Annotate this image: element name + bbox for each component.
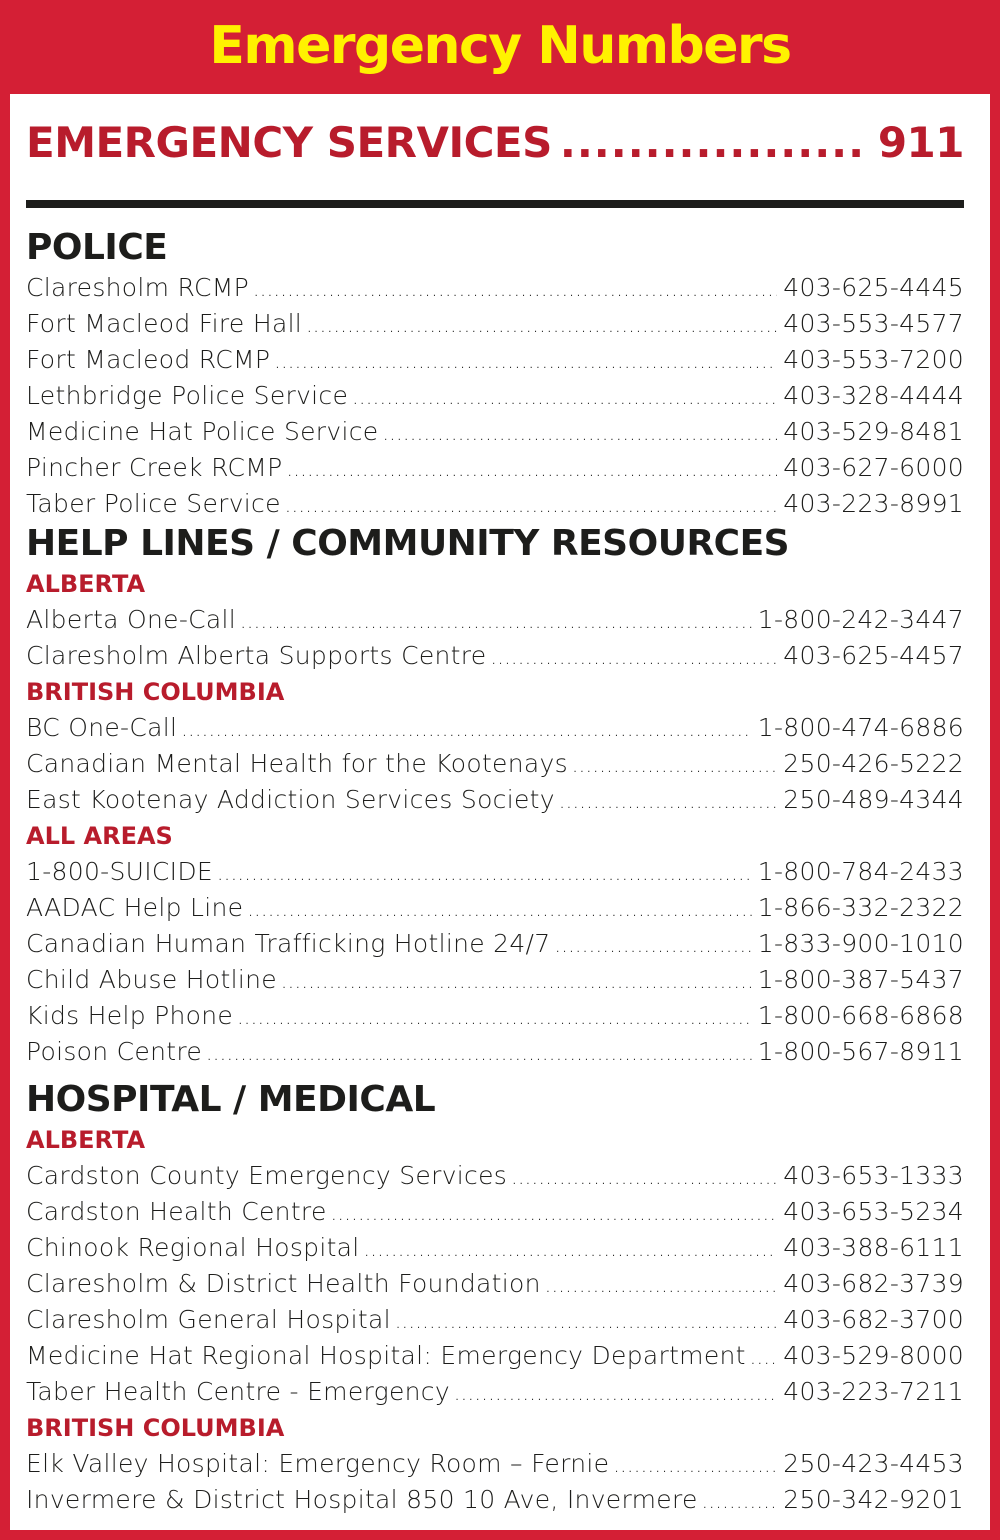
phone-number: 403-328-4444 [783,381,964,410]
leader-dots [247,891,751,927]
phone-number: 1-800-387-5437 [757,965,964,994]
list-item [26,926,964,962]
subheading-british-columbia: BRITISH COLUMBIA [26,678,285,706]
entry-name: Medicine Hat Police Service [26,417,379,446]
leader-dots [750,1339,778,1375]
list-item [26,1230,964,1266]
leader-dots [274,343,777,379]
phone-number: 403-529-8000 [783,1341,964,1370]
list-item [26,638,964,674]
leader-dots [285,487,778,523]
phone-number: 403-625-4445 [783,273,964,302]
entry-name: Chinook Regional Hospital [26,1233,360,1262]
phone-number: 1-833-900-1010 [757,929,964,958]
entry-name: Poison Centre [26,1037,203,1066]
entry-name: Fort Macleod RCMP [26,345,271,374]
leader-dots [490,639,777,675]
entry-name: Elk Valley Hospital: Emergency Room – Fernie [26,1449,610,1478]
subheading-british-columbia: BRITISH COLUMBIA [26,1414,285,1442]
leader-dots [217,855,752,891]
leader-dots [287,451,778,487]
phone-number: 403-388-6111 [783,1233,964,1262]
phone-number: 1-800-784-2433 [757,857,964,886]
list-item [26,486,964,522]
list-item [26,1034,964,1070]
list-item [26,414,964,450]
leader-dots [560,118,868,167]
help-alberta-list [26,602,964,674]
list-item [26,1482,964,1518]
emergency-services-line [26,118,964,194]
list-item [26,450,964,486]
subheading-alberta: ALBERTA [26,570,146,598]
entry-name: Canadian Mental Health for the Kootenays [26,749,568,778]
leader-dots [253,271,777,307]
leader-dots [237,999,752,1035]
entry-name: Lethbridge Police Service [26,381,349,410]
section-title-help-lines: HELP LINES / COMMUNITY RESOURCES [26,523,790,564]
section-title-police: POLICE [26,227,168,268]
leader-dots [331,1195,778,1231]
leader-dots [364,1231,778,1267]
leader-dots [702,1483,778,1519]
entry-name: AADAC Help Line [26,893,244,922]
list-item [26,998,964,1034]
list-item [26,378,964,414]
entry-name: Cardston County Emergency Services [26,1161,508,1190]
phone-number: 1-800-474-6886 [757,713,964,742]
phone-number: 250-342-9201 [783,1485,964,1514]
phone-number: 403-682-3739 [783,1269,964,1298]
subheading-all-areas: ALL AREAS [26,822,173,850]
entry-name: Claresholm Alberta Supports Centre [26,641,487,670]
entry-name: Taber Health Centre - Emergency [26,1377,450,1406]
phone-number: 250-489-4344 [783,785,964,814]
leader-dots [454,1375,777,1411]
list-item [26,1194,964,1230]
list-item [26,270,964,306]
phone-number: 1-800-242-3447 [757,605,964,634]
leader-dots [382,415,777,451]
subheading-alberta: ALBERTA [26,1126,146,1154]
phone-number: 250-423-4453 [783,1449,964,1478]
phone-number: 403-223-8991 [783,489,964,518]
entry-name: Claresholm & District Health Foundation [26,1269,541,1298]
leader-dots [181,711,752,747]
leader-dots [240,603,752,639]
entry-name: BC One-Call [26,713,178,742]
leader-dots [554,927,751,963]
list-item [26,854,964,890]
list-item [26,1446,964,1482]
list-item [26,746,964,782]
list-item [26,962,964,998]
entry-name: Kids Help Phone [26,1001,234,1030]
phone-number: 403-627-6000 [783,453,964,482]
entry-name: Medicine Hat Regional Hospital: Emergency Department [26,1341,746,1370]
phone-number: 403-653-1333 [783,1161,964,1190]
phone-number: 403-529-8481 [783,417,964,446]
phone-number: 403-223-7211 [783,1377,964,1406]
help-all-list [26,854,964,1070]
help-bc-list [26,710,964,818]
phone-number: 403-682-3700 [783,1305,964,1334]
emergency-services-number: 911 [877,118,964,167]
entry-name: East Kootenay Addiction Services Society [26,785,555,814]
entry-name: Alberta One-Call [26,605,237,634]
list-item [26,782,964,818]
phone-number: 403-553-7200 [783,345,964,374]
leader-dots [572,747,777,783]
list-item [26,890,964,926]
list-item [26,1158,964,1194]
list-item [26,306,964,342]
list-item [26,1266,964,1302]
entry-name: 1-800-SUICIDE [26,857,213,886]
entry-name: Taber Police Service [26,489,281,518]
leader-dots [613,1447,777,1483]
phone-number: 403-625-4457 [783,641,964,670]
list-item [26,710,964,746]
hospital-bc-list [26,1446,964,1518]
entry-name: Canadian Human Trafficking Hotline 24/7 [26,929,551,958]
leader-dots [281,963,752,999]
leader-dots [206,1035,752,1071]
entry-name: Claresholm RCMP [26,273,249,302]
leader-dots [545,1267,778,1303]
entry-name: Fort Macleod Fire Hall [26,309,303,338]
page-title: Emergency Numbers [209,16,791,76]
leader-dots [395,1303,777,1339]
entry-name: Claresholm General Hospital [26,1305,391,1334]
phone-number: 403-653-5234 [783,1197,964,1226]
leader-dots [511,1159,777,1195]
entry-name: Invermere & District Hospital 850 10 Ave, Invermere [26,1485,698,1514]
section-title-hospital: HOSPITAL / MEDICAL [26,1079,436,1120]
phone-number: 1-800-668-6868 [757,1001,964,1030]
phone-number: 1-800-567-8911 [757,1037,964,1066]
leader-dots [559,783,777,819]
emergency-services-label: EMERGENCY SERVICES [26,118,552,167]
directory-panel [10,94,990,1530]
list-item [26,1338,964,1374]
entry-name: Pincher Creek RCMP [26,453,283,482]
list-item [26,602,964,638]
divider [26,200,964,208]
entry-name: Child Abuse Hotline [26,965,277,994]
leader-dots [306,307,777,343]
hospital-alberta-list [26,1158,964,1410]
banner [0,0,1000,92]
list-item [26,1374,964,1410]
list-item [26,1302,964,1338]
phone-number: 403-553-4577 [783,309,964,338]
phone-number: 250-426-5222 [783,749,964,778]
entry-name: Cardston Health Centre [26,1197,327,1226]
phone-number: 1-866-332-2322 [757,893,964,922]
police-list [26,270,964,522]
leader-dots [352,379,777,415]
list-item [26,342,964,378]
